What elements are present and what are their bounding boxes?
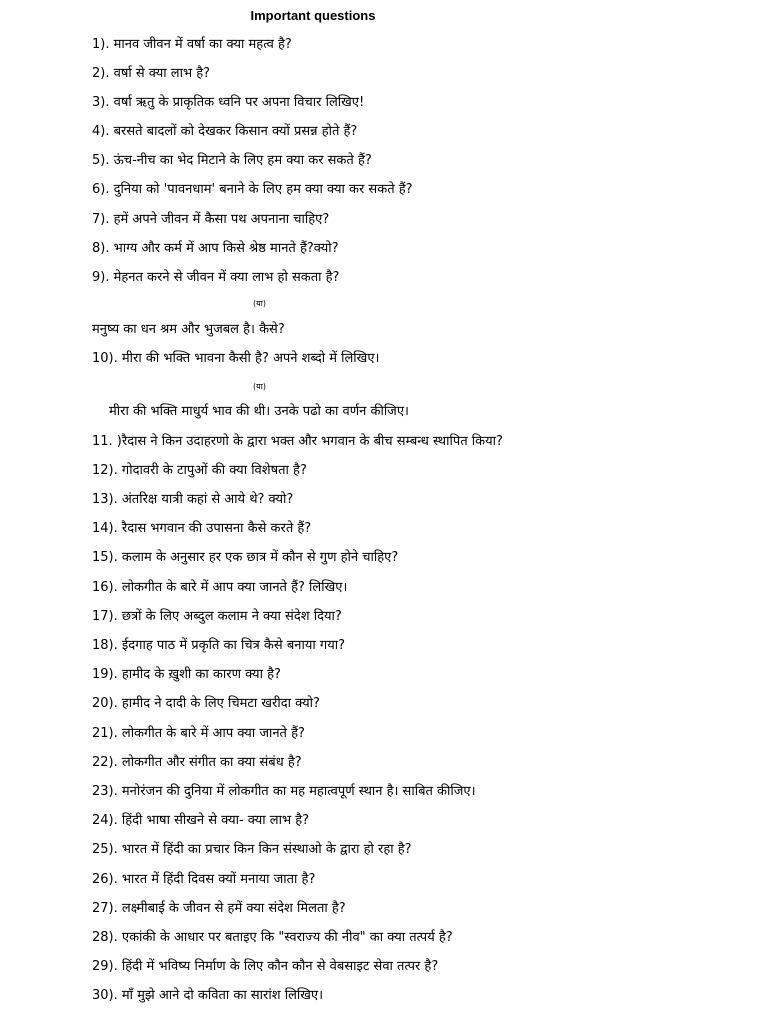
- question-28: 28). एकांकी के आधार पर बताइए कि "स्वराज्य की नीव" का क्या तत्पर्य है?: [92, 930, 453, 945]
- question-10-alternative: मीरा की भक्ति माधुर्य भाव की थी। उनके पढो का वर्णन कीजिए।: [109, 404, 409, 419]
- question-21: 21). लोकगीत के बारे में आप क्या जानते हैं?: [92, 726, 305, 741]
- question-4: 4). बरसते बादलों को देखकर किसान क्यों प्रसन्न होते हैं?: [92, 124, 358, 139]
- question-17: 17). छत्रों के लिए अब्दुल कलाम ने क्या संदेश दिया?: [92, 609, 342, 624]
- question-24: 24). हिंदी भाषा सीखने से क्या- क्या लाभ है?: [92, 813, 310, 828]
- question-9-alternative: मनुष्य का धन श्रम और भुजबल है। कैसे?: [92, 322, 285, 337]
- question-20: 20). हामीद ने दादी के लिए चिमटा खरीदा क्यो?: [92, 696, 320, 711]
- question-3: 3). वर्षा ऋतु के प्राकृतिक ध्वनि पर अपना विचार लिखिए!: [92, 95, 365, 110]
- question-14: 14). रैदास भगवान की उपासना कैसे करते हैं?: [92, 521, 312, 536]
- question-30: 30). माँ मुझे आने दो कविता का सारांश लिखिए।: [92, 988, 324, 1003]
- question-2: 2). वर्षा से क्या लाभ है?: [92, 66, 211, 81]
- question-18: 18). ईदगाह पाठ में प्रकृति का चित्र कैसे बनाया गया?: [92, 638, 346, 653]
- question-12: 12). गोदावरी के टापुओं की क्या विशेषता है?: [92, 463, 307, 478]
- question-29: 29). हिंदी में भविष्य निर्माण के लिए कौन कौन से वेबसाइट सेवा तत्पर है?: [92, 959, 439, 974]
- question-10: 10). मीरा की भक्ति भावना कैसी है? अपने शब्दो में लिखिए।: [92, 351, 380, 366]
- or-separator-2: (या): [253, 382, 266, 391]
- document-title: Important questions: [250, 8, 376, 23]
- question-16: 16). लोकगीत के बारे में आप क्या जानते हैं? लिखिए।: [92, 580, 348, 595]
- or-separator-1: (या): [253, 299, 266, 308]
- question-8: 8). भाग्य और कर्म में आप किसे श्रेष्ठ मानते हैं?क्यो?: [92, 241, 339, 256]
- question-27: 27). लक्ष्मीबाई के जीवन से हमें क्या संदेश मिलता है?: [92, 901, 346, 916]
- question-25: 25). भारत में हिंदी का प्रचार किन किन संस्थाओ के द्वारा हो रहा है?: [92, 842, 412, 857]
- question-1: 1). मानव जीवन में वर्षा का क्या महत्व है?: [92, 37, 292, 52]
- question-22: 22). लोकगीत और संगीत का क्या संबंध है?: [92, 755, 302, 770]
- question-6: 6). दुनिया को 'पावनधाम' बनाने के लिए हम क्या क्या कर सकते हैं?: [92, 182, 413, 197]
- question-5: 5). ऊंच-नीच का भेद मिटाने के लिए हम क्या कर सकते हैं?: [92, 153, 372, 168]
- question-11: 11. )रैदास ने किन उदाहरणो के द्वारा भक्त और भगवान के बीच सम्बन्ध स्थापित किया?: [92, 434, 503, 449]
- question-7: 7). हमें अपने जीवन में कैसा पथ अपनाना चाहिए?: [92, 212, 330, 227]
- question-15: 15). कलाम के अनुसार हर एक छात्र में कौन से गुण होने चाहिए?: [92, 550, 399, 565]
- question-19: 19). हामीद के ख़ुशी का कारण क्या है?: [92, 667, 281, 682]
- question-9: 9). मेहनत करने से जीवन में क्या लाभ हो सकता है?: [92, 270, 340, 285]
- question-26: 26). भारत में हिंदी दिवस क्यों मनाया जाता है?: [92, 872, 316, 887]
- question-13: 13). अंतरिक्ष यात्री कहां से आये थे? क्यो?: [92, 492, 294, 507]
- question-23: 23). मनोरंजन की दुनिया में लोकगीत का मह महात्वपूर्ण स्थान है। साबित कीजिए।: [92, 784, 476, 799]
